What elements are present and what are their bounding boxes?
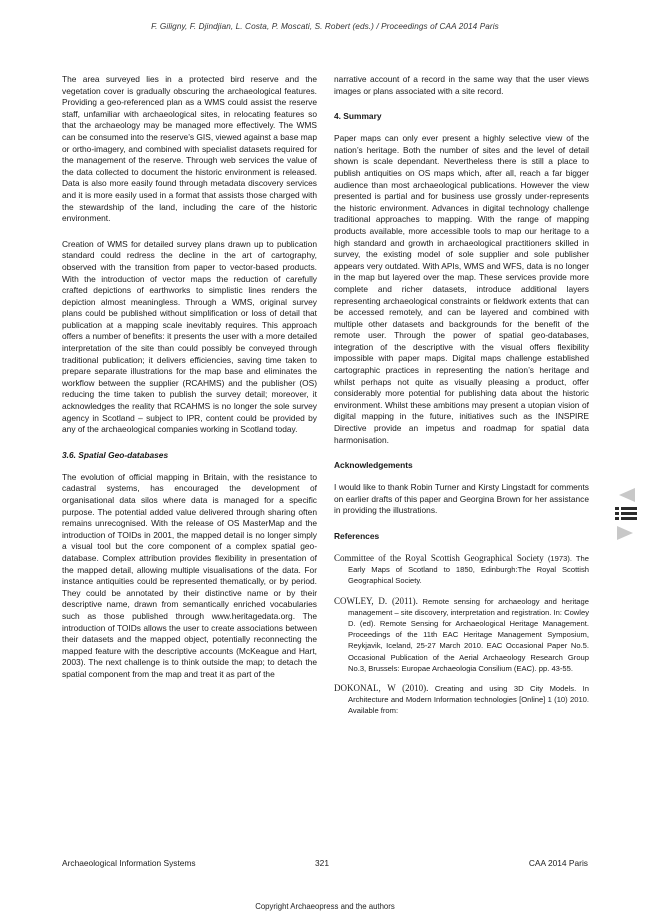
- page-number: 321: [315, 858, 329, 868]
- page-navigation: [611, 484, 641, 544]
- reference-entry: [334, 596, 589, 674]
- paragraph: The evolution of official mapping in Britain, with the resistance to cadastral systems, has encouraged the development of organisational data silos where data is managed for a specific purpose. The potential added value delivered through sharing often remains unrecognised. With the release of OS MasterMap and the introduction of TOIDs in 2001, the mapped detail is no longer simply a visual tool but the core component of a complex spatial geo-database. Complex attribution provides flexibility in presentation of the mapped detail, allowing multiple visualisations of the data. For instance antiquities could be represented thematically, or by period. They could be annotated by their distinctive name or by their descriptive name, drawn from semantically enriched vocabularies such as those published through www.heritagedata.org. The introduction of TOIDs allows the user to create associations between their datasets and the mapped object, potentially reconnecting the mapped feature with the descriptive accounts (McKeague and Hart, 2003). The next challenge is to think outside the map; to detach the spatial component from the map and treat it as part of the: [62, 471, 317, 679]
- previous-page-icon[interactable]: [619, 488, 635, 502]
- reference-text: (1973). The Early Maps of Scotland to 1850, Edinburgh:The Royal Scottish Geographical Society.: [348, 554, 589, 586]
- footer-journal: Archaeological Information Systems: [62, 858, 196, 868]
- next-page-icon[interactable]: [617, 526, 633, 540]
- paragraph: I would like to thank Robin Turner and Kirsty Lingstadt for comments on earlier drafts of this paper and Georgina Brown for her assistance in providing the illustrations.: [334, 482, 589, 516]
- copyright-notice: Copyright Archaeopress and the authors: [255, 902, 395, 911]
- reference-author: DOKONAL, W (2010).: [334, 683, 429, 694]
- paragraph: narrative account of a record in the same way that the user views images or plans associated with a site record.: [334, 74, 589, 96]
- paragraph: The area surveyed lies in a protected bird reserve and the vegetation cover is gradually obscuring the archaeological features. Providing a geo-referenced plan as a WMS could assist the reserve staff, unfamiliar with archaeological sites, in relocating features so that the archaeology may be managed more effectively. The WMS can be consumed into the reserve’s GIS, viewed against a base map or ortho-imagery, and combined with specialist datasets required for the management of the reserve. Through web services the value of the data collected to document the historic environment is released. Data is also more easily found through metadata discovery services and it is more easily used in a format that assists those charged with the stewardship of the land, including the care of the historic environment.: [62, 74, 317, 224]
- section-heading: Acknowledgements: [334, 460, 413, 471]
- paragraph: Paper maps can only ever present a highly selective view of the nation’s heritage. Both the number of sites and the level of detail shown is scale dependant. Nevertheless there is still a place to publish antiquities on OS maps which, after all, reach a far bigger audience than most archaeological publications. However the view presented is partial and for business use grossly under-represents the historic environment. Advances in digital technology challenge traditional approaches to mapping. With the range of mapping products available, more accessible tools to map our heritage to a high standard and growth in archaeological practitioners skilled in survey, the existing model of sole supplier and sole publisher appears very outdated. With APIs, WMS and WFS, data is no longer in the map but layered over the map. These services provide more complete and richer datasets, introduce additional layers representing archaeological constraints or fieldwork extents that can be accessed remotely, and can be layered and combined with multiple other datasets and backgrounds for the benefit of the remote user. Through the power of spatial geo-databases, integration of the descriptive with the visual offers flexibility impossible with paper maps. Digital maps challenge established cartographic practices in representing the nation’s heritage and whilst perhaps not quite as visually pleasing a product, offer considerably more potential for publishing data about the historic environment. Whilst these ambitions may present a utopian vision of digital mapping in the future, initiatives such as the INSPIRE Directive provide an impetus and roadmap for spatial data harmonisation.: [334, 133, 589, 445]
- reference-author: COWLEY, D. (2011).: [334, 595, 418, 606]
- reference-author: Committee of the Royal Scottish Geographical Society: [334, 553, 544, 563]
- reference-entry: [334, 683, 589, 717]
- right-column: [334, 74, 589, 726]
- table-of-contents-icon[interactable]: [615, 507, 637, 520]
- left-column: [62, 74, 317, 695]
- reference-text: Creating and using 3D City Models. In Architecture and Modern Information technologies [Online] 1 (10) 2010. Available from:: [348, 684, 589, 716]
- paragraph: Creation of WMS for detailed survey plans drawn up to publication standard could redress the decline in the art of cartography, observed with the transition from paper to vector-based products. With the introduction of vector maps the reduction of carefully crafted depictions of earthworks to simplistic lines renders the depiction almost meaningless. Through a WMS, original survey plans could be published without simplification or loss of detail that publication at a mapping scale inevitably requires. This approach offers a number of benefits: it presents the user with a more detailed interpretation of the site than could possibly be conveyed through traditional publication; it delivers efficiencies, saving time taken to prepare separate illustrations for the map base and eliminates the workflow between the supplier (RCAHMS) and the publisher (OS) reducing the time taken to publish the survey detail; moreover, it acknowledges the reality that RCAHMS is no longer the sole survey agency in Scotland – subject to IPR, content could be provided by any of the archaeological companies working in Scotland today.: [62, 238, 317, 435]
- footer-conference: CAA 2014 Paris: [528, 858, 588, 868]
- section-heading: 4. Summary: [334, 111, 382, 122]
- running-head: F. Giligny, F. Djindjian, L. Costa, P. Moscati, S. Robert (eds.) / Proceedings of CAA 2014 Paris: [151, 22, 499, 31]
- reference-entry: [334, 553, 589, 587]
- section-heading: References: [334, 531, 380, 541]
- reference-text: Remote sensing for archaeology and heritage management – site discovery, interpretation and registration. In: Cowley D. (ed). Remote Sensing for Archaeological Heritage Management. Proceedings of the 11th EAC Heritage Management Symposium, Reykjavik, Iceland, 25-27 March 2010. EAC Occasional Paper No.5. Occasional Publication of the Aerial Archaeology Research Group No.3, Brussels: Europae Archaeologia Consilium (EAC). pp. 43-55.: [348, 596, 589, 673]
- section-heading: 3.6. Spatial Geo-databases: [62, 449, 169, 460]
- navigation-icons: [611, 484, 641, 544]
